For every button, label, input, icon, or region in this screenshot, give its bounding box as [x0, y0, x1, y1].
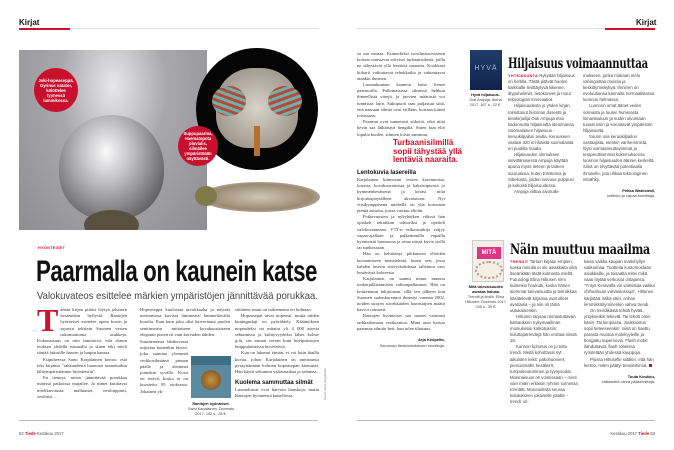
paragraph — [508, 189, 578, 195]
body-column — [37, 302, 127, 400]
paragraph — [583, 73, 655, 103]
body-column — [584, 259, 655, 385]
paragraph-text: Kun on lukenut tämän, ei voi kuin ihailla kuvaa, johon Karjalainen on onnistunut pysäyttämään kolmen hopeasepän kiemurat. Hän käytti sekunnin valotusaikaa ja salamaa. — [235, 350, 319, 375]
paragraph — [235, 350, 319, 375]
paragraph-text: Rantojen hyönteiset saa monet varmasti tarkkailemaan vesiluontoa. Minä aion katsoa paarmaa silmiin heti, kun tulee tilaisuus. — [357, 313, 445, 331]
book-title: Hyvä hiljaisuus. — [471, 93, 500, 97]
body-column — [583, 73, 655, 199]
paragraph — [510, 314, 579, 344]
paragraph-text: Ampuja viittaa aivotutki- — [514, 188, 560, 194]
section-label: Kirjat — [19, 18, 40, 27]
paragraph — [584, 308, 655, 357]
body-column-part — [235, 387, 319, 399]
paragraph — [357, 251, 445, 276]
issue-date: Kesäkuu 2017 — [610, 431, 638, 436]
paragraph-text: sittäinen ruutu on tarkennettu eri kohtaan. — [235, 307, 312, 312]
subheading: Kuolema sammuttaa silmät — [235, 380, 313, 387]
body-column — [510, 259, 579, 405]
page-number: 63 — [650, 431, 655, 436]
body-column-part — [357, 51, 445, 138]
paragraph — [357, 177, 445, 214]
paragraph — [235, 313, 319, 350]
paragraph-text: Hän on kehittänyt pikkuisten eliöiden kuvaamiseen menetelmiä, kuten sen, jossa kahden laserin risteyskohdassa tallentuu otos lentävästä kohteesta. — [357, 251, 445, 276]
body-column — [508, 73, 578, 195]
book-details: Outi Ampuja, Atena 2017. 167 s., 22 €. — [469, 98, 502, 107]
paragraph-text: kaise vaikka kaupan maitohyllyn valikoimaa. Tuotteita kustomoidaan asiakkaille, ja toisaalta mitei mikä vaan löytää verkossa ostajansa. "Yritys Keravalla voi valmistaa vaikka chihuahuan varvastossuja", Hiltunen kärjistää. Mikä ettei, onhan lemmikköityminenkin vahva trendi. — [584, 259, 655, 307]
magazine-name: Tiede — [24, 431, 36, 436]
drop-cap: T — [37, 302, 59, 338]
paragraph — [357, 313, 445, 332]
book-title: Rantojen hyönteiset. — [192, 402, 230, 406]
body-column-part — [357, 177, 445, 332]
paragraph-text: Poikavuosien ja nykyhetken välissä hän opiskeli tekniikan tohtoriksi ja opetteli valokuvaamaan. VTT:n erikoistutkija väijyy vapaa-ajallaan ja palkattomilla vapailla hyönteisiä luonnossa ja ottaa niistä kuvia siellä tai studiossaan. — [357, 214, 445, 251]
paragraph — [37, 375, 127, 400]
paragraph — [508, 152, 578, 189]
author-name: Tuula Koukku, — [627, 373, 655, 379]
header-rule — [70, 28, 318, 29]
article-kicker: HYÖNTEISET — [38, 246, 66, 250]
paragraph-text: Esipuheessa Sami Karjalainen kertoo, että teki kirjansa "rakkaudesta huonosti tunnettuihin lähiympäristömme hyönteisiin". — [37, 356, 127, 375]
paragraph-text: On trendikästä tehdä hyvää, yrityksetkin tekevät. Tai tehdä omin käsin. Tai kimpassa. Joukkoistus sopii tieteeseenkin: siinä on haettu parasta muotoa molekyyleille ja bongattu supernovia. Flash mobit ilahduttavat, flash robeissa ryöstetään yhdessä kauppoja. — [584, 307, 651, 356]
footer-rule — [357, 420, 655, 421]
paragraph — [357, 82, 445, 119]
paragraph — [357, 276, 445, 313]
paragraph-text: Tartuin kirjaan empien, koska minulla ei ole asiakkaita eikä itseänkään tästä kulmasta mieltä. Futurologi Elina Hiltusen nimi kuitenkin houkutti, koska hänen aiemmat tulevaisuutta ja tekniikkaa käsittelevät kirjansa ovat olleet avartavia – ja niin oli tämä uutukainenkin. — [510, 259, 577, 313]
author-name: Arja Kivipelto, — [418, 337, 445, 343]
paragraph-text: mukseen, jonka mukaan melu vahingoittaa muistia ja keskittymiskykyä. Ihminen on evoluutionsa kannalta normaalitilassa luonnon helmassa. — [583, 73, 655, 103]
paragraph-text: Suurin osa keruukilpailun vastaajista, etenkin vanhemmista, löysi voimaannuttavimmat ja terapeuttisimmat kokemuksensa luonnon hiljaisuuden äänten keskeltä. Siinä on elvyttävää potentiaalia ihmiselle, jota uhkaa teknologinen infoähky. — [583, 133, 655, 182]
paragraph-text: sa saa nauraa. Esimerkiksi isosilmäsurviaisen koiraat omistavat erityiset turbaanisilmät, joilla ne tähystävät yllä lentäviä naaraita. Kookkaat kiikarit vaikuttavat tehokkailta ja vakuuttavat ainakin ihmisen. — [357, 51, 445, 81]
book-details: Trendit ja ilmiöt. Elina Hiltunen, Docendo 2017. 235 s., 30 €. — [465, 295, 507, 309]
subheading: Lentokuvia lasereilla — [357, 170, 417, 176]
review-title: Hiljaisuus voimaannuttaa — [508, 56, 648, 72]
paragraph — [510, 344, 579, 405]
paragraph-text: Hopeasepät uivat nopeasti, mutta niiden kuningaslaji on pyörähtely. Käännöksen nopeudeksi on mitattu yli 4 000 astetta sekunnissa ja kiihtyvyydeksi lähes kolme g:tä, siis saman verran kuin huvipuistojen huippulaitteissa hirveleissä. — [235, 313, 319, 350]
photo-credit: Kuvat: Sami Karjalainen — [323, 367, 327, 400]
review-kicker: TRENDIT — [510, 260, 529, 264]
horsefly-photo — [175, 178, 325, 230]
body-column — [357, 51, 445, 348]
book-title: Mitä tulevaisuuden asiakas haluaa. — [468, 285, 504, 294]
paragraph-text: Hiljaisuudesta jo yhden kirjan toimittanut historian dosentti ja tietokirjailija Outi Ampuja etsii kadonnutta hiljaisuutta ideoimansa Suomalainen hiljaisuus -keruukilpailun avulla. Keruuseen vastasi 320 eri-ikäistä suomalaista eri puolilta maata. — [508, 103, 574, 152]
paragraph — [140, 339, 188, 395]
paragraph — [235, 387, 319, 399]
paragraph — [508, 103, 578, 152]
review-kicker: YHTEISKUNTA — [508, 74, 539, 78]
pull-quote: Turbaanisilmillä sopii tähystää yllä lentäviä naaraita. — [393, 138, 462, 164]
book-details: Sami Karjalainen, Docendo 2017. 192 s., 28 €. — [188, 407, 235, 416]
paragraph — [357, 119, 445, 138]
paragraph-text: Luontokuvat ovat harvoin hauskoja, mutta Rantojen hyönteisiä katsellessa — [235, 387, 319, 399]
paragraph — [508, 73, 578, 103]
body-column-part — [140, 339, 188, 395]
paragraph-text: Plussa Hiltuselle siitäkin, että hän kertoo, miten päätyi trendeihinsä. — [584, 356, 654, 368]
paragraph-text: Karjalainen on saanut muun muassa tiedonjulkistamisen valtionpalkinnon. Hän on koskettanut lukijoitaan, sillä sen jälkeen kun Suomen sudenkorennot ilmestyi vuonna 2002, noiden sirojen siivekkäiden harrastajien määrä kasvoi roimasti. — [357, 276, 445, 313]
article-title: Paarmalla on kaunein katse — [36, 255, 317, 288]
author-name: Pekka Wahlstedt, — [622, 187, 655, 193]
paragraph — [37, 357, 127, 376]
review-title: Näin muuttuu maailma — [510, 242, 650, 258]
paragraph-text: Karjalainen kiinnostui vesien korennoista, luteista, kovakuoriaisista ja kaksisiipisistä jo kymmenkesäisenä ja keräsi niitä kirjoituspöytälleen akvaarioon. Nyt viisikymppisenä miehellä on yhä kotonaan pieniä astioita, joissa varttuu eliöitä. — [357, 177, 445, 214]
photo-caption-bubble: Suppupaarma, Haematopota pluvialis, silmäilee ympäristöään näyttävästi. — [178, 126, 218, 166]
body-column-part — [235, 307, 319, 375]
paragraph-text: Suurimmasta lähikuvasta tuijottaa kuitenkin hirviö, joka suuntaa ylemmät verkkosilmänsä pinnan päälle ja alemmat jonnekin syvälle. Kova on terävä, koska se on koostettu 95 otoksesta. Jokainen yk- — [140, 339, 188, 394]
paragraph — [583, 103, 655, 133]
issue-date: Kesäkuu 2017 — [36, 431, 64, 436]
section-label: Kirjat — [636, 18, 657, 27]
paragraph-text: ämän kirjan pitäisi löytyä jokaisen kesämökin hyllystä. Rantojen hyönteiset esittelee upein kuvin ja sujuvin tekstein Suomen vesien uskomattomia asukkeja. Kokonaisuus on niin innostava, että ahmin teoksen yhdellä istumalla ja sitten teki mieli säntää laiturille haavin ja luupin kanssa. — [37, 307, 127, 356]
cover-text: HYVÄ — [474, 65, 498, 72]
body-column — [235, 307, 319, 400]
paragraph-text: Paarmat ovat tunnetusti sitkeitä, eikä niitä hevin saa lätkäistyä hengiltä. Sitten kun eliö lopulta kuolee, silmien loisto sammuu. — [357, 119, 445, 137]
author-role: eläkkeellä oleva päätoimittaja. — [601, 379, 655, 385]
body-column-part — [583, 73, 655, 183]
footer-rule — [19, 420, 318, 421]
end-mark-icon — [649, 364, 652, 367]
paragraph-text: Luonnon omat äänet veden solinasta ja tuulen huminasta linnunlauluun ja suden ulvontaan tuovat esiin ja korostavat ympäristön hiljaisuutta. — [583, 103, 653, 133]
paragraph — [584, 259, 655, 308]
section-underline — [19, 28, 70, 30]
paragraph-text: Luomakunnan kaunein katse lienee paarmoilla. Pallomaisissa silmissä hehkuu ihmeellisiä värejä, ja juovien määrästä voi tunnistaa lajin. Sukupuoli taas paljastuu siitä, että naaraan silmät ovat erillään, koiraan kiinni toisissaan. — [357, 82, 445, 119]
author-role: kriitikko ja vapaa toimittaja. — [607, 193, 655, 199]
body-column-part — [584, 259, 655, 369]
paragraph-text: Hopeaseppä kuulostaa arvokkaalta ja näyttää useimmissa kuvissa himmeästi kimmeltävältä korulta. Ihan kuin joku olisi kaivertanut puolen senttimetrin mittaiseen kovakuoriaiseen elegantit pisterivit vain koreuden tähden. — [140, 307, 230, 337]
paragraph-text: Nykyään hiljaisuus on kortilla. Tästä pitävät huolen kaikkialle levittäytyvä liikenne, älypuhelimet, tietokoneet ja muut teknologian innovaatiot. — [508, 73, 575, 103]
paragraph — [584, 357, 655, 369]
photo-caption-bubble: Joki-hopeaseppä, Gyrinus natator, kölöttelee tyynessä lammikossa. — [34, 68, 78, 112]
paragraph — [583, 134, 655, 183]
body-column-part — [140, 307, 230, 338]
paragraph-text: Hiljaisuuden olemuksen selvittämisessä Ampuja käyttää apuna myös tieteen ja taiteen suuruuksia, kuten Einsteinia ja Sibeliusta, joiden luovuus pulppusi ja kukoisti hiljaisuudessa. — [508, 152, 574, 188]
paragraph-text: En tiennyt, miten jännittävää porukkaa märissä paikoissa majailee. Jo nimet kutittavat mielikuvitusta: malluaiset, vesihiippärit, vesihiisi. . . — [37, 375, 127, 399]
page-footer — [19, 431, 64, 436]
book-cover-image — [472, 240, 504, 282]
article-subtitle: Valokuvateos esittelee märkien ympäristöjen jännittävää porukkaa. — [37, 290, 318, 302]
page-footer — [610, 431, 655, 436]
paragraph — [357, 51, 445, 82]
book-cover-image — [470, 50, 502, 90]
author-role: Sanoman tiedetoimituksen toimittaja. — [379, 342, 445, 348]
paragraph — [140, 307, 230, 338]
paragraph-text: Kunnon kohotus on jo tuttu trendi. Meitä kohottavat nyt aikuisten leikit: pakohuoneet, pienoismallit, kesäleirit, turripukeutuminen ja tyynysodat. Moninaisuus on voimissaan – mieti vain miten erilaisin ryhmin somessa törmäät. Moneudesta seuraa kulutukseen jokaiselle jotakin -trendi: vil- — [510, 344, 578, 405]
book-cover-image — [191, 356, 231, 398]
cover-text: MITÄ — [477, 247, 501, 259]
paragraph-text: Hiltunen tarjoaa riemastuttavan katsauksen nykymaailman moniuloisiin kotkotuksiin; kuluttajatrendejä hän erottaa niissä 18. — [510, 313, 577, 344]
section-underline — [605, 28, 655, 30]
header-rule — [357, 28, 605, 29]
paragraph — [357, 214, 445, 251]
magazine-name: Tiede — [638, 431, 650, 436]
page-number: 62 — [19, 431, 24, 436]
paragraph — [510, 259, 579, 314]
